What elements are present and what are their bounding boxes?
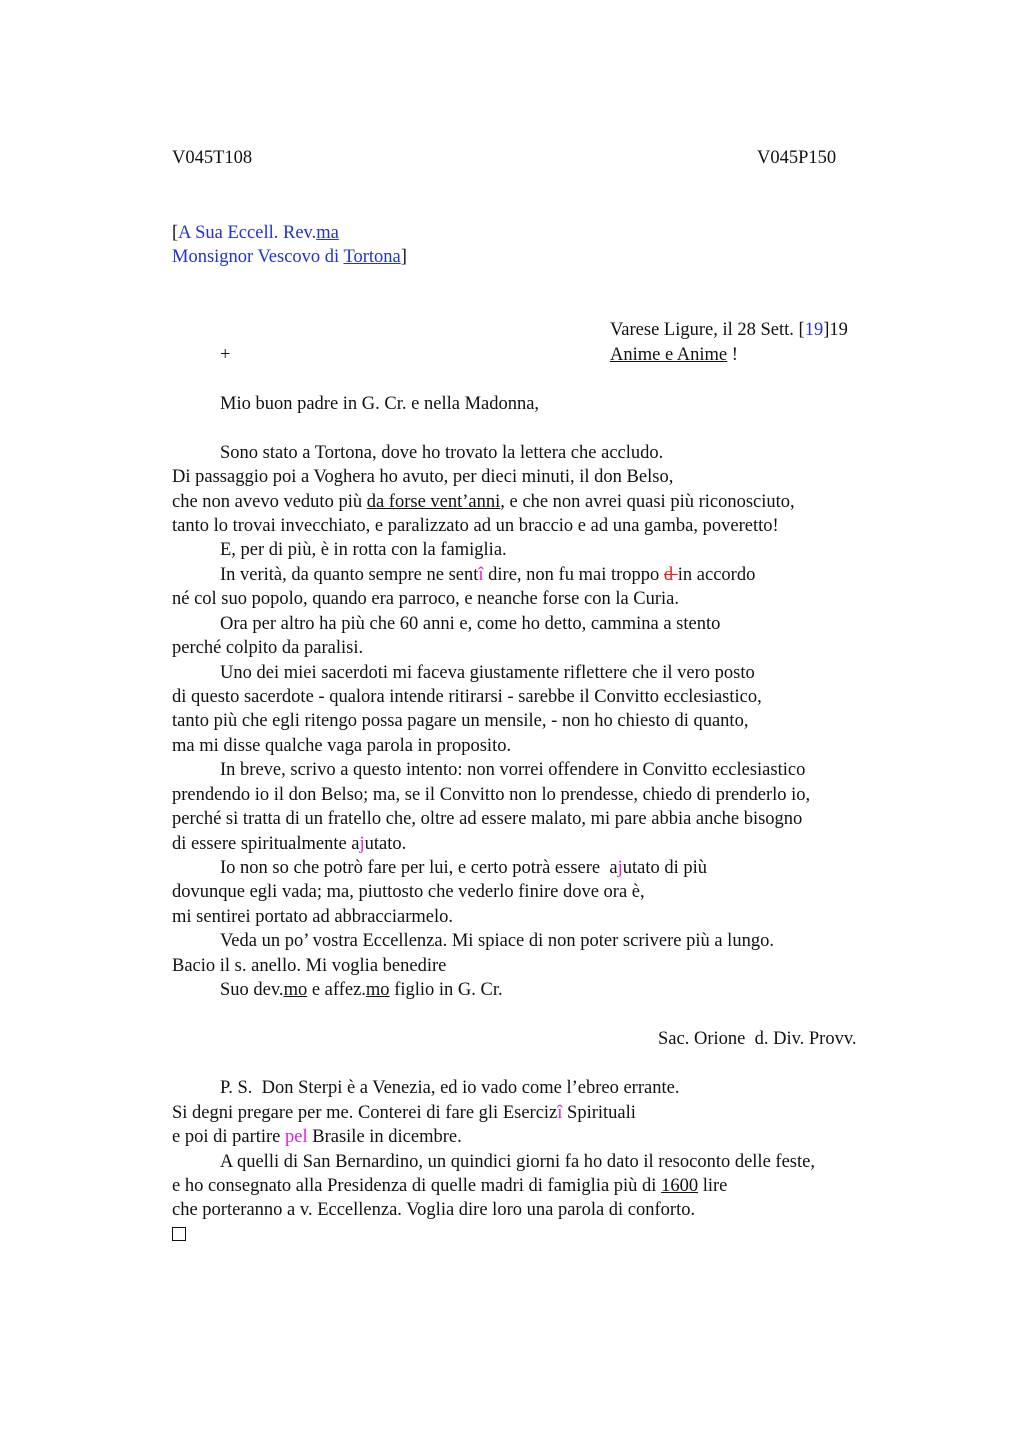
signature: Sac. Orione d. Div. Provv. [658,1029,857,1049]
bracket-open: [ [172,223,179,243]
address-line-1 [172,221,339,245]
body-line: Io non so che potrò fare per lui, e certo potrà essere ajutato di più [220,858,708,878]
dateline: Varese Ligure, il 28 Sett. [19]19 [610,320,848,340]
end-mark [172,1223,186,1247]
body-line: Ora per altro ha più che 60 anni e, come ho detto, cammina a stento [220,614,721,634]
postscript-line: e poi di partire pel Brasile in dicembre. [172,1127,462,1147]
body-line: dovunque egli vada; ma, piuttosto che vederlo finire dove ora è, [172,882,645,902]
postscript-line: P. S. Don Sterpi è a Venezia, ed io vado come l’ebreo errante. [220,1078,680,1098]
body-line: Sono stato a Tortona, dove ho trovato la lettera che accludo. [220,443,664,463]
archive-code-left: V045T108 [172,148,253,168]
body-line: tanto lo trovai invecchiato, e paralizzato ad un braccio e ad una gamba, poveretto! [172,516,779,536]
body-line: tanto più che egli ritengo possa pagare un mensile, - non ho chiesto di quanto, [172,711,749,731]
body-line: In verità, da quanto sempre ne sentî dire, non fu mai troppo d in accordo [220,565,756,585]
address-line-2 [172,245,407,269]
body-line: di essere spiritualmente ajutato. [172,834,407,854]
salutation: Mio buon padre in G. Cr. e nella Madonna, [220,394,540,414]
recipient-title-suffix: ma [316,223,339,243]
body-line: Uno dei miei sacerdoti mi faceva giustamente riflettere che il vero posto [220,663,755,683]
deleted-text: d [663,565,678,585]
square-box-icon [172,1227,186,1241]
postscript-line: Si degni pregare per me. Conterei di fare gli Esercizî Spirituali [172,1103,636,1123]
recipient-name: Monsignor Vescovo di [172,247,344,267]
date-year-fill: 19 [804,320,824,340]
body-line: perché si tratta di un fratello che, oltre ad essere malato, mi pare abbia anche bisogno [172,809,803,829]
body-line: né col suo popolo, quando era parroco, e neanche forse con la Curia. [172,589,680,609]
postscript-line: e ho consegnato alla Presidenza di quelle madri di famiglia più di 1600 lire [172,1176,728,1196]
body-line: Bacio il s. anello. Mi voglia benedire [172,956,447,976]
body-line: di questo sacerdote - qualora intende ritirarsi - sarebbe il Convitto ecclesiastico, [172,687,762,707]
body-line: Veda un po’ vostra Eccellenza. Mi spiace di non poter scrivere più a lungo. [220,931,774,951]
bracket-close: ] [400,247,407,267]
closing-line: Suo dev.mo e affez.mo figlio in G. Cr. [220,980,503,1000]
cross-mark: + [220,345,231,365]
recipient-place: Tortona [343,247,401,267]
body-line: perché colpito da paralisi. [172,638,364,658]
archive-code-right: V045P150 [757,148,837,168]
body-line: Di passaggio poi a Voghera ho avuto, per dieci minuti, il don Belso, [172,467,674,487]
postscript-line: A quelli di San Bernardino, un quindici giorni fa ho dato il resoconto delle feste, [220,1152,815,1172]
body-line: In breve, scrivo a questo intento: non vorrei offendere in Convitto ecclesiastico [220,760,806,780]
motto: Anime e Anime ! [610,345,738,365]
body-line: che non avevo veduto più da forse vent’anni, e che non avrei quasi più riconosciuto, [172,492,795,512]
body-line: prendendo io il don Belso; ma, se il Convitto non lo prendesse, chiedo di prenderlo io, [172,785,811,805]
body-line: ma mi disse qualche vaga parola in proposito. [172,736,512,756]
recipient-title: A Sua Eccell. Rev. [178,223,317,243]
body-line: mi sentirei portato ad abbracciarmelo. [172,907,453,927]
body-line: E, per di più, è in rotta con la famiglia. [220,540,507,560]
postscript-line: che porteranno a v. Eccellenza. Voglia dire loro una parola di conforto. [172,1200,696,1220]
